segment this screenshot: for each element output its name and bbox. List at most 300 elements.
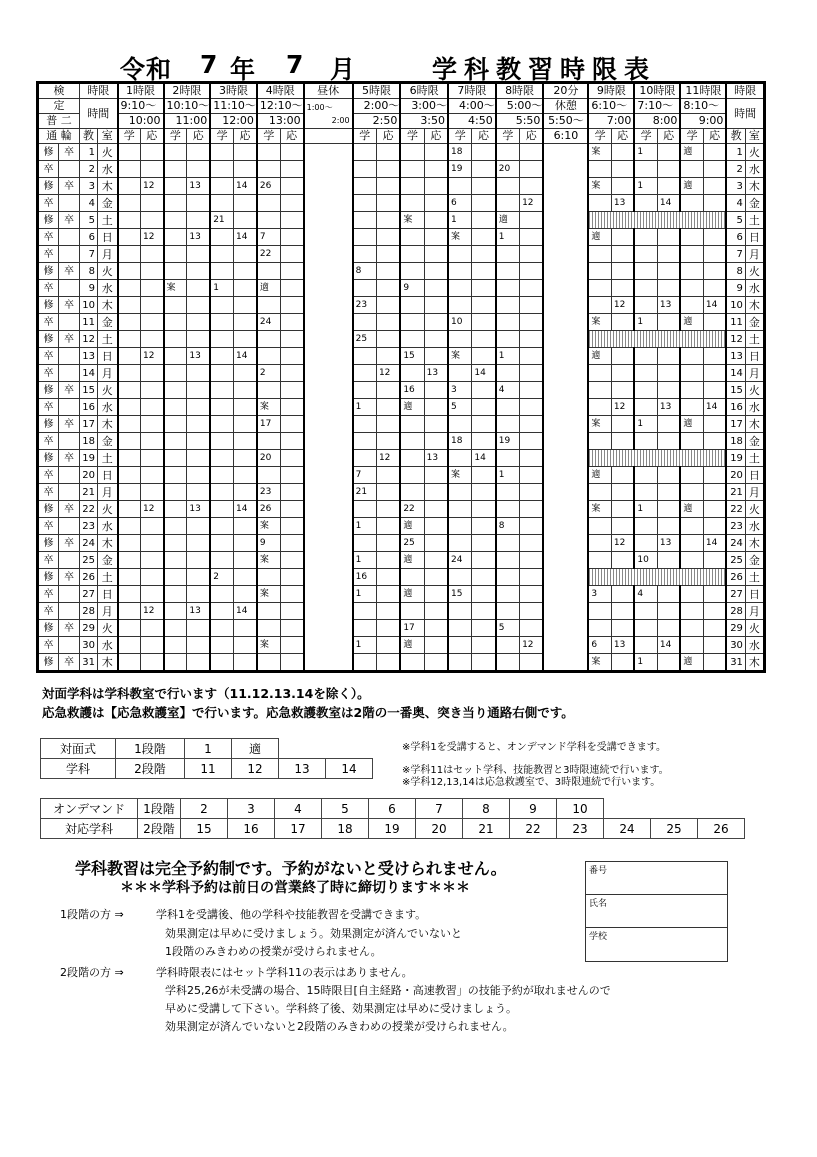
ondemand-table — [40, 798, 745, 839]
cell-period-3-gaku — [210, 263, 233, 280]
stage2-line-3: 早めに受講して下さい。学科終了後、効果測定は早めに受けましょう。 — [165, 1002, 517, 1015]
table-row — [38, 229, 765, 246]
cell-lunch — [304, 416, 353, 433]
row-mark-1: 卒 — [38, 246, 59, 263]
header-start-1: 9:10～ — [118, 99, 164, 114]
cell-lunch — [304, 314, 353, 331]
ondemand-stage1: 1段階 — [138, 799, 181, 819]
cell-period-10-gaku: 1 — [634, 501, 657, 518]
row-mark-1: 修 — [38, 569, 59, 586]
cell-period-6-gaku: 22 — [400, 501, 424, 518]
cell-period-7-gaku: 10 — [448, 314, 472, 331]
cell-period-1-o — [141, 280, 164, 297]
row-mark-2 — [59, 399, 80, 416]
row-mark-2 — [59, 246, 80, 263]
cell-period-6-o — [424, 348, 448, 365]
cell-period-2-o — [187, 195, 210, 212]
cell-period-1-o — [141, 586, 164, 603]
cell-period-5-o — [376, 637, 400, 654]
cell-period-2-o — [187, 416, 210, 433]
cell-period-11-gaku — [680, 280, 703, 297]
cell-period-8-gaku: 1 — [496, 467, 520, 484]
cell-period-4-o — [280, 552, 303, 569]
cell-period-9-o — [611, 161, 634, 178]
cell-period-5-o — [376, 399, 400, 416]
table-row — [38, 144, 765, 161]
cell-period-6-gaku: 適 — [400, 518, 424, 535]
cell-period-4-gaku — [257, 263, 280, 280]
cell-period-9-gaku: 適 — [588, 229, 611, 246]
cell-period-4-gaku: 23 — [257, 484, 280, 501]
id-number-field[interactable]: 番号 — [586, 862, 727, 895]
cell-period-4-o — [280, 263, 303, 280]
cell-period-7-gaku: 3 — [448, 382, 472, 399]
cell-lunch — [304, 501, 353, 518]
ondemand-cell: 21 — [463, 819, 510, 839]
cell-period-8-o — [520, 280, 544, 297]
header-break-d: 6:10 — [543, 129, 588, 144]
cell-period-1-gaku — [118, 416, 141, 433]
cell-period-9-gaku: 案 — [588, 416, 611, 433]
cell-period-7-o — [472, 297, 496, 314]
row-date: 30 — [80, 637, 98, 654]
cell-period-3-o — [234, 280, 257, 297]
stage2-head: 2段階の方 ⇒ — [60, 966, 124, 979]
id-name-field[interactable]: 氏名 — [586, 895, 727, 928]
row-date-right: 27 — [726, 586, 745, 603]
cell-period-8-o — [520, 654, 544, 672]
cell-period-11-o — [703, 433, 726, 450]
cell-period-8-o — [520, 569, 544, 586]
row-weekday: 火 — [98, 382, 118, 399]
cell-period-5-o: 12 — [376, 450, 400, 467]
ondemand-cell: 2 — [181, 799, 228, 819]
ondemand-cell: 10 — [557, 799, 604, 819]
header-o: 応 — [472, 129, 496, 144]
row-weekday: 水 — [98, 399, 118, 416]
header-period-3: 3時限 — [210, 83, 257, 99]
cell-period-10-o — [657, 229, 680, 246]
cell-period-3-gaku — [210, 416, 233, 433]
cell-period-10-gaku — [634, 603, 657, 620]
cell-period-11-o — [703, 603, 726, 620]
cell-period-3-gaku — [210, 331, 233, 348]
cell-period-1-o — [141, 569, 164, 586]
cell-period-10-o — [657, 518, 680, 535]
row-weekday-right: 金 — [745, 195, 764, 212]
cell-period-2-gaku — [164, 331, 187, 348]
cell-period-3-gaku — [210, 348, 233, 365]
cell-period-7-o — [472, 314, 496, 331]
cell-period-3-o: 14 — [234, 603, 257, 620]
cell-break — [543, 637, 588, 654]
cell-period-5-gaku — [353, 348, 377, 365]
cell-period-8-gaku — [496, 603, 520, 620]
row-weekday: 金 — [98, 314, 118, 331]
cell-period-7-gaku — [448, 246, 472, 263]
cell-period-3-o: 14 — [234, 178, 257, 195]
cell-period-6-gaku: 適 — [400, 586, 424, 603]
cell-period-6-gaku: 適 — [400, 399, 424, 416]
cell-period-4-o — [280, 297, 303, 314]
cell-lunch — [304, 399, 353, 416]
cell-period-11-gaku — [680, 229, 703, 246]
cell-period-6-o — [424, 552, 448, 569]
row-date-right: 25 — [726, 552, 745, 569]
row-weekday-right: 土 — [745, 212, 764, 229]
row-mark-2 — [59, 195, 80, 212]
row-date: 15 — [80, 382, 98, 399]
cell-break — [543, 620, 588, 637]
cell-period-5-gaku — [353, 654, 377, 672]
cell-period-11-gaku — [680, 518, 703, 535]
row-mark-2 — [59, 314, 80, 331]
cell-period-2-gaku — [164, 263, 187, 280]
cell-period-2-gaku — [164, 586, 187, 603]
cell-period-11-o — [703, 280, 726, 297]
cell-period-4-gaku: 22 — [257, 246, 280, 263]
cell-period-9-gaku — [588, 161, 611, 178]
cell-period-3-gaku — [210, 484, 233, 501]
row-weekday-right: 火 — [745, 620, 764, 637]
cell-period-6-o — [424, 399, 448, 416]
stage2-line-2: 学科25,26が未受講の場合、15時限目[自主経路・高速教習」の技能予約が取れませんので — [165, 984, 611, 997]
row-date-right: 7 — [726, 246, 745, 263]
cell-period-6-gaku — [400, 229, 424, 246]
header-check: 検 — [38, 83, 80, 99]
cell-lunch — [304, 620, 353, 637]
cell-period-9-gaku — [588, 535, 611, 552]
row-weekday-right: 水 — [745, 280, 764, 297]
cell-period-5-o — [376, 654, 400, 672]
cell-period-8-o — [520, 552, 544, 569]
cell-period-2-gaku: 案 — [164, 280, 187, 297]
row-weekday: 木 — [98, 297, 118, 314]
cell-period-1-gaku — [118, 467, 141, 484]
face-cell: 13 — [279, 759, 326, 779]
cell-period-3-o — [234, 518, 257, 535]
row-mark-1: 卒 — [38, 433, 59, 450]
row-weekday: 木 — [98, 178, 118, 195]
cell-period-5-o — [376, 416, 400, 433]
cell-period-1-o — [141, 654, 164, 672]
ondemand-cell: 5 — [322, 799, 369, 819]
cell-period-2-o — [187, 297, 210, 314]
cell-period-5-o: 12 — [376, 365, 400, 382]
row-weekday-right: 金 — [745, 433, 764, 450]
row-weekday-right: 月 — [745, 246, 764, 263]
cell-period-4-o — [280, 637, 303, 654]
cell-period-5-gaku — [353, 535, 377, 552]
cell-period-5-gaku — [353, 382, 377, 399]
cell-period-7-o — [472, 229, 496, 246]
header-end-10: 8:00 — [634, 114, 680, 129]
cell-break — [543, 161, 588, 178]
cell-period-10-o — [657, 314, 680, 331]
table-row — [38, 178, 765, 195]
cell-period-4-gaku: 24 — [257, 314, 280, 331]
cell-period-2-o — [187, 263, 210, 280]
cell-period-11-o — [703, 195, 726, 212]
cell-period-2-gaku — [164, 416, 187, 433]
cell-lunch — [304, 280, 353, 297]
cell-period-5-o — [376, 433, 400, 450]
cell-period-11-o — [703, 552, 726, 569]
ondemand-cell: 3 — [228, 799, 275, 819]
row-mark-1: 修 — [38, 144, 59, 161]
cell-period-6-o — [424, 178, 448, 195]
cell-period-10-o — [657, 280, 680, 297]
cell-period-3-gaku — [210, 501, 233, 518]
cell-period-3-gaku — [210, 535, 233, 552]
header-futsu: 普 二 — [38, 114, 80, 129]
row-weekday: 日 — [98, 586, 118, 603]
row-date: 26 — [80, 569, 98, 586]
row-weekday: 月 — [98, 603, 118, 620]
cell-period-5-gaku — [353, 365, 377, 382]
cell-period-7-o: 14 — [472, 365, 496, 382]
cell-period-8-gaku — [496, 365, 520, 382]
cell-period-5-gaku — [353, 144, 377, 161]
cell-period-7-o — [472, 433, 496, 450]
cell-period-7-gaku: 案 — [448, 348, 472, 365]
cell-period-11-gaku — [680, 586, 703, 603]
cell-period-9-o: 12 — [611, 399, 634, 416]
row-mark-2: 卒 — [59, 535, 80, 552]
header-shitsu-right: 室 — [745, 129, 764, 144]
cell-period-5-o — [376, 518, 400, 535]
cell-period-2-o: 13 — [187, 348, 210, 365]
cell-period-9-gaku: 案 — [588, 654, 611, 672]
cell-period-3-gaku: 2 — [210, 569, 233, 586]
row-weekday: 日 — [98, 348, 118, 365]
table-row — [38, 450, 765, 467]
cell-break — [543, 586, 588, 603]
cell-period-6-gaku — [400, 161, 424, 178]
cell-period-6-gaku: 案 — [400, 212, 424, 229]
cell-period-6-o — [424, 603, 448, 620]
header-period-2: 2時限 — [164, 83, 211, 99]
row-mark-2 — [59, 280, 80, 297]
cell-period-5-o — [376, 331, 400, 348]
row-mark-1: 修 — [38, 535, 59, 552]
cell-period-5-gaku — [353, 161, 377, 178]
cell-period-5-o — [376, 280, 400, 297]
cell-period-3-o: 14 — [234, 229, 257, 246]
cell-period-6-o — [424, 518, 448, 535]
row-mark-1: 卒 — [38, 229, 59, 246]
face-cell: 1 — [185, 739, 232, 759]
cell-period-3-o — [234, 399, 257, 416]
title-era: 令和 — [120, 55, 173, 84]
id-box — [585, 861, 728, 962]
header-gaku: 学 — [257, 129, 280, 144]
row-mark-2 — [59, 433, 80, 450]
cell-period-8-gaku — [496, 297, 520, 314]
header-start-5: 2:00～ — [353, 99, 401, 114]
cell-period-4-gaku: 20 — [257, 450, 280, 467]
header-o: 応 — [611, 129, 634, 144]
cell-period-7-gaku: 24 — [448, 552, 472, 569]
cell-period-10-gaku: 1 — [634, 416, 657, 433]
row-date: 10 — [80, 297, 98, 314]
cell-break — [543, 382, 588, 399]
cell-period-9-o — [611, 654, 634, 672]
schedule-header — [38, 83, 765, 144]
cell-period-5-gaku — [353, 603, 377, 620]
cell-period-1-o — [141, 212, 164, 229]
row-mark-1: 修 — [38, 331, 59, 348]
cell-period-2-o — [187, 399, 210, 416]
row-mark-2 — [59, 552, 80, 569]
cell-period-9-o: 12 — [611, 297, 634, 314]
cell-period-1-o — [141, 399, 164, 416]
cell-period-9-o — [611, 178, 634, 195]
cell-period-4-o — [280, 161, 303, 178]
cell-period-9-o: 13 — [611, 637, 634, 654]
cell-period-4-gaku — [257, 297, 280, 314]
row-weekday: 月 — [98, 365, 118, 382]
cell-period-8-gaku — [496, 586, 520, 603]
header-gaku: 学 — [353, 129, 377, 144]
cell-period-3-gaku — [210, 467, 233, 484]
cell-period-3-o — [234, 620, 257, 637]
cell-period-7-gaku — [448, 569, 472, 586]
cell-period-10-gaku — [634, 280, 657, 297]
cell-period-6-gaku — [400, 484, 424, 501]
cell-period-5-o — [376, 178, 400, 195]
row-date-right: 21 — [726, 484, 745, 501]
cell-period-11-gaku — [680, 552, 703, 569]
cell-period-2-gaku — [164, 501, 187, 518]
cell-period-5-o — [376, 569, 400, 586]
row-weekday-right: 日 — [745, 586, 764, 603]
row-date-right: 19 — [726, 450, 745, 467]
cell-period-8-gaku — [496, 263, 520, 280]
cell-period-1-gaku — [118, 161, 141, 178]
row-date: 25 — [80, 552, 98, 569]
title-month-unit: 月 — [330, 55, 357, 84]
face-stage1: 1段階 — [116, 739, 185, 759]
row-date-right: 29 — [726, 620, 745, 637]
header-period-9: 9時限 — [588, 83, 634, 99]
row-mark-1: 修 — [38, 297, 59, 314]
row-weekday-right: 日 — [745, 467, 764, 484]
cell-period-7-gaku: 1 — [448, 212, 472, 229]
cell-period-8-o — [520, 246, 544, 263]
cell-period-10-o — [657, 603, 680, 620]
cell-period-5-gaku — [353, 212, 377, 229]
cell-period-9-gaku — [588, 246, 611, 263]
cell-period-7-o — [472, 399, 496, 416]
cell-period-6-o — [424, 195, 448, 212]
row-weekday-right: 月 — [745, 365, 764, 382]
cell-period-7-o: 14 — [472, 450, 496, 467]
row-date: 6 — [80, 229, 98, 246]
cell-period-7-gaku: 19 — [448, 161, 472, 178]
cell-period-2-o — [187, 586, 210, 603]
cell-period-3-gaku — [210, 144, 233, 161]
row-weekday: 土 — [98, 212, 118, 229]
cell-period-4-o — [280, 518, 303, 535]
cell-period-1-gaku — [118, 178, 141, 195]
cell-period-8-o — [520, 535, 544, 552]
rule-big-1: 学科教習は完全予約制です。予約がないと受けられません。 — [75, 859, 507, 878]
cell-period-10-o — [657, 246, 680, 263]
cell-period-4-o — [280, 603, 303, 620]
table-row — [38, 365, 765, 382]
cell-period-1-gaku — [118, 620, 141, 637]
cell-period-4-o — [280, 399, 303, 416]
header-o: 応 — [187, 129, 210, 144]
cell-period-5-o — [376, 620, 400, 637]
cell-period-3-o — [234, 331, 257, 348]
cell-period-11-o — [703, 586, 726, 603]
cell-period-7-o — [472, 552, 496, 569]
cell-period-7-o — [472, 518, 496, 535]
cell-period-1-gaku — [118, 229, 141, 246]
cell-period-3-o — [234, 535, 257, 552]
row-date-right: 13 — [726, 348, 745, 365]
cell-period-3-o — [234, 263, 257, 280]
cell-period-3-o — [234, 467, 257, 484]
cell-lunch — [304, 433, 353, 450]
cell-period-8-o — [520, 518, 544, 535]
cell-period-2-o — [187, 212, 210, 229]
id-school-field[interactable]: 学校 — [589, 932, 608, 942]
cell-period-3-o — [234, 637, 257, 654]
cell-period-2-gaku — [164, 382, 187, 399]
cell-break — [543, 348, 588, 365]
cell-period-2-o — [187, 518, 210, 535]
cell-period-1-o — [141, 314, 164, 331]
cell-break — [543, 467, 588, 484]
row-date: 2 — [80, 161, 98, 178]
row-mark-1: 卒 — [38, 348, 59, 365]
cell-period-1-o — [141, 331, 164, 348]
cell-period-10-gaku — [634, 518, 657, 535]
row-date: 9 — [80, 280, 98, 297]
cell-period-1-gaku — [118, 569, 141, 586]
cell-period-5-o — [376, 144, 400, 161]
cell-period-11-o — [703, 178, 726, 195]
note-line-2: 応急救護は【応急救護室】で行います。応急救護教室は2階の一番奥、突き当り通路右側です。 — [42, 705, 574, 720]
cell-period-4-o — [280, 382, 303, 399]
header-gaku: 学 — [588, 129, 611, 144]
cell-period-1-gaku — [118, 263, 141, 280]
table-row — [38, 161, 765, 178]
cell-period-5-o — [376, 246, 400, 263]
cell-period-6-gaku — [400, 263, 424, 280]
header-o: 応 — [703, 129, 726, 144]
cell-period-6-o — [424, 280, 448, 297]
cell-period-6-gaku — [400, 246, 424, 263]
row-weekday-right: 木 — [745, 178, 764, 195]
cell-period-5-o — [376, 552, 400, 569]
row-weekday: 月 — [98, 246, 118, 263]
cell-period-4-gaku — [257, 382, 280, 399]
cell-period-4-gaku — [257, 467, 280, 484]
stage2-line-4: 効果測定が済んでいないと2段階のみきわめの授業が受けられません。 — [165, 1020, 514, 1033]
cell-period-5-gaku — [353, 416, 377, 433]
row-weekday-right: 土 — [745, 569, 764, 586]
cell-period-11-o — [703, 229, 726, 246]
header-start-6: 3:00～ — [400, 99, 448, 114]
cell-period-11-gaku — [680, 297, 703, 314]
stage1-line-2: 効果測定は早めに受けましょう。効果測定が済んでいないと — [165, 927, 462, 940]
cell-period-5-gaku: 25 — [353, 331, 377, 348]
cell-period-6-gaku: 適 — [400, 552, 424, 569]
